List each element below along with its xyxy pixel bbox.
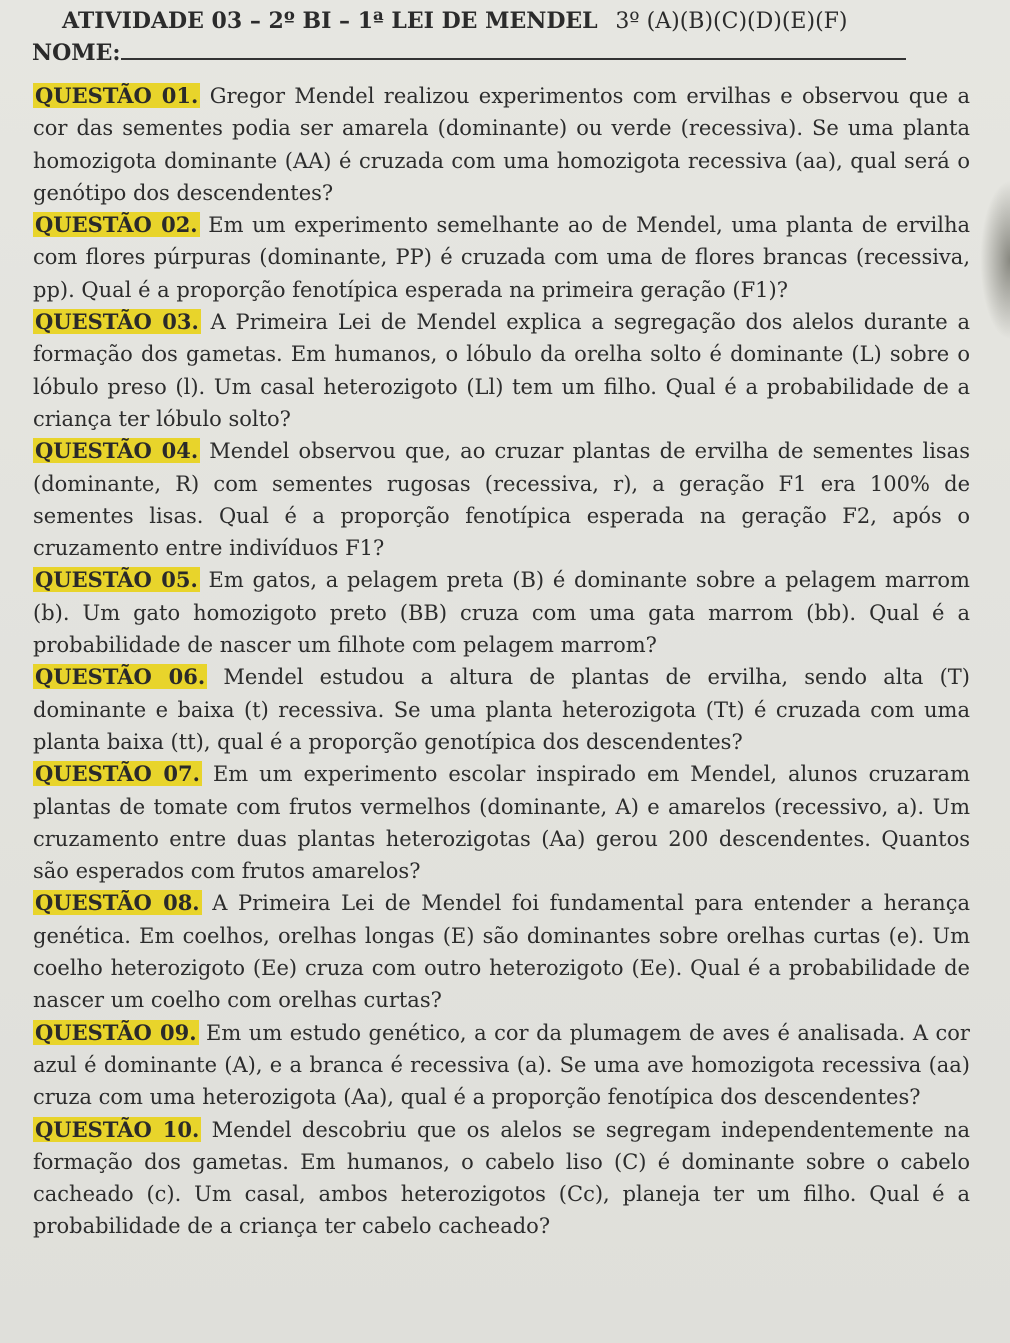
question-text: A Primeira Lei de Mendel foi fundamental para entender a herança genética. Em coelhos, orelhas longas (E) são dominantes sobre orelhas curtas (e). Um coelho heterozigoto (Ee) cruza com outro heterozigoto (Ee). Qual é a probabilidade de nascer um coelho com orelhas curtas? xyxy=(33,891,970,1013)
title-bimester: 2º BI xyxy=(268,8,332,34)
question-03 xyxy=(33,306,970,435)
question-06 xyxy=(33,661,970,758)
title-separator-1: – xyxy=(249,8,261,34)
question-text: Em um experimento semelhante ao de Mendel, uma planta de ervilha com flores púrpuras (dominante, PP) é cruzada com uma de flores brancas (recessiva, pp). Qual é a proporção fenotípica esperada na primeira geração (F1)? xyxy=(33,213,970,302)
bottom-fade xyxy=(0,1303,1010,1343)
question-05 xyxy=(33,564,970,661)
question-text: Em um experimento escolar inspirado em Mendel, alunos cruzaram plantas de tomate com frutos vermelhos (dominante, A) e amarelos (recessivo, a). Um cruzamento entre duas plantas heterozigotas (Aa) gerou 200 descendentes. Quantos são esperados com frutos amarelos? xyxy=(33,762,970,884)
question-text: Mendel descobriu que os alelos se segregam independentemente na formação dos gametas. Em humanos, o cabelo liso (C) é dominante sobre o cabelo cacheado (c). Um casal, ambos heterozigotos (Cc), planeja ter um filho. Qual é a probabilidade de a criança ter cabelo cacheado? xyxy=(33,1117,970,1239)
worksheet-title xyxy=(62,8,605,34)
worksheet-header xyxy=(62,6,942,37)
question-label: QUESTÃO 05. xyxy=(35,567,198,593)
question-label: QUESTÃO 10. xyxy=(35,1116,200,1142)
question-01 xyxy=(33,80,970,209)
question-02 xyxy=(33,209,970,306)
question-label: QUESTÃO 06. xyxy=(35,664,206,690)
question-label: QUESTÃO 09. xyxy=(35,1019,197,1045)
question-label: QUESTÃO 08. xyxy=(35,890,200,916)
question-text: Mendel observou que, ao cruzar plantas de ervilha de sementes lisas (dominante, R) com sementes rugosas (recessiva, r), a geração F1 era 100% de sementes lisas. Qual é a proporção fenotípica esperada na geração F2, após o cruzamento entre indivíduos F1? xyxy=(33,439,970,561)
question-label: QUESTÃO 03. xyxy=(35,309,199,335)
question-text: Em um estudo genético, a cor da plumagem de aves é analisada. A cor azul é dominante (A), e a branca é recessiva (a). Se uma ave homozigota recessiva (aa) cruza com uma heterozigota (Aa), qual é a proporção fenotípica dos descendentes? xyxy=(33,1020,970,1110)
question-label: QUESTÃO 04. xyxy=(35,438,199,464)
question-label: QUESTÃO 07. xyxy=(35,761,200,787)
question-label: QUESTÃO 02. xyxy=(35,212,198,238)
class-list: 3º (A)(B)(C)(D)(E)(F) xyxy=(615,9,848,34)
question-10 xyxy=(33,1114,970,1243)
question-text: A Primeira Lei de Mendel explica a segregação dos alelos durante a formação dos gametas. Em humanos, o lóbulo da orelha solto é dominante (L) sobre o lóbulo preso (l). Um casal heterozigoto (Ll) tem um filho. Qual é a probabilidade de a criança ter lóbulo solto? xyxy=(33,310,970,431)
title-topic: 1ª LEI DE MENDEL xyxy=(357,8,598,34)
page-edge-shadow xyxy=(980,180,1010,340)
question-text: Em gatos, a pelagem preta (B) é dominante sobre a pelagem marrom (b). Um gato homozigoto preto (BB) cruza com uma gata marrom (bb). Qual é a probabilidade de nascer um filhote com pelagem marrom? xyxy=(33,568,970,658)
question-text: Gregor Mendel realizou experimentos com ervilhas e observou que a cor das sementes podia ser amarela (dominante) ou verde (recessiva). Se uma planta homozigota dominante (AA) é cruzada com uma homozigota recessiva (aa), qual será o genótipo dos descendentes? xyxy=(33,84,970,205)
question-list xyxy=(33,80,970,1243)
question-text: Mendel estudou a altura de plantas de ervilha, sendo alta (T) dominante e baixa (t) recessiva. Se uma planta heterozigota (Tt) é cruzada com uma planta baixa (tt), qual é a proporção genotípica dos descendentes? xyxy=(33,665,970,754)
question-09 xyxy=(33,1017,970,1114)
title-activity: ATIVIDADE 03 xyxy=(62,8,243,34)
name-field xyxy=(32,38,912,69)
title-separator-2: – xyxy=(339,8,351,34)
question-08 xyxy=(33,887,970,1016)
name-label: NOME: xyxy=(32,40,121,66)
question-04 xyxy=(33,435,970,564)
question-07 xyxy=(33,758,970,887)
question-label: QUESTÃO 01. xyxy=(35,83,199,108)
name-blank-line[interactable] xyxy=(121,40,906,60)
